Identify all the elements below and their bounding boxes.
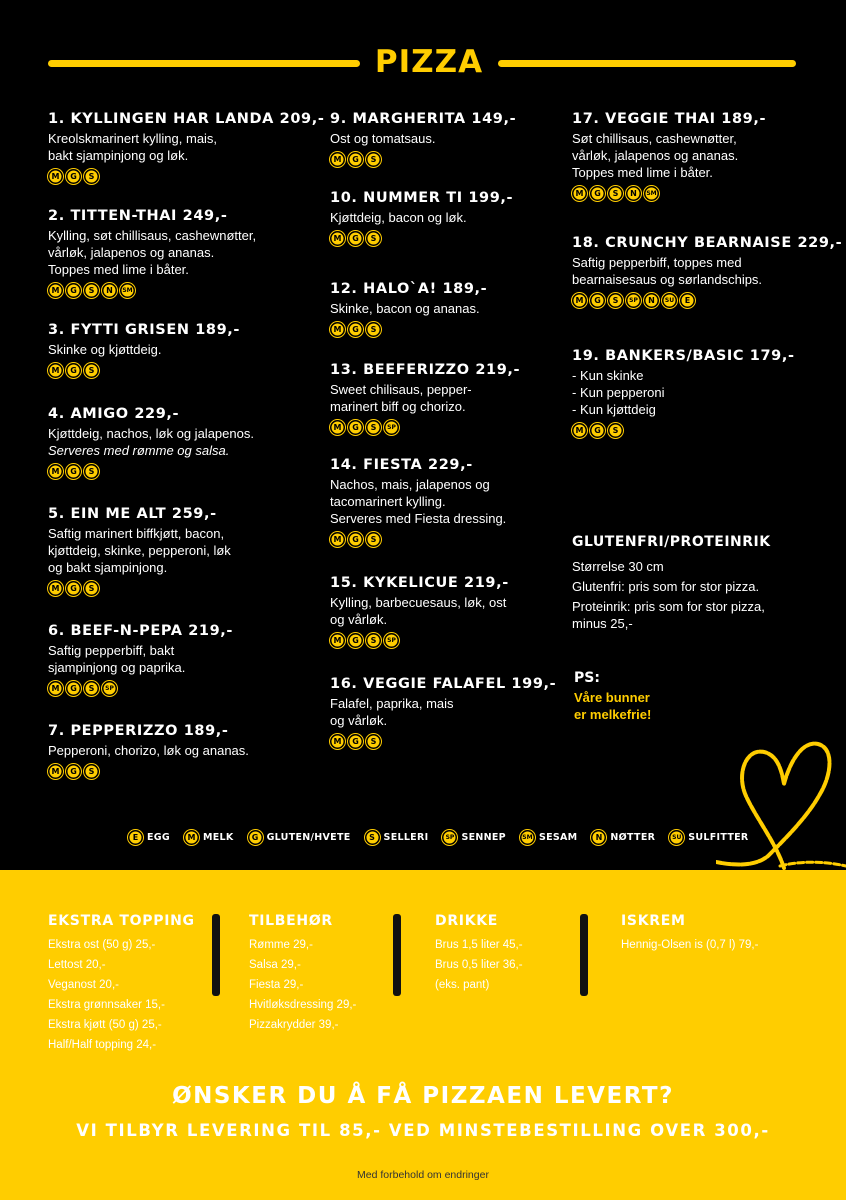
allergen-icons [48, 764, 318, 779]
allergen-notter-icon: N [102, 283, 117, 298]
pizza-description [572, 254, 822, 288]
allergen-gluten-icon: G [590, 293, 605, 308]
pizza-description [330, 381, 560, 415]
allergen-sesam-icon: SM [520, 830, 535, 845]
allergen-gluten-icon: G [348, 152, 363, 167]
pizza-description [48, 130, 318, 164]
allergen-melk-icon: M [572, 293, 587, 308]
allergen-icons [572, 423, 822, 438]
allergen-melk-icon: M [48, 764, 63, 779]
pizza-description [48, 425, 318, 459]
pizza-description [48, 341, 318, 358]
legend-item [248, 830, 351, 845]
allergen-gluten-icon: G [348, 322, 363, 337]
allergen-melk-icon: M [572, 423, 587, 438]
pizza-name: 18. CRUNCHY BEARNAISE 229,- [572, 235, 843, 251]
legend-item [669, 830, 748, 845]
pizza-description [572, 130, 822, 181]
allergen-selleri-icon: S [366, 532, 381, 547]
pizza-description-line: Saftig pepperbiff, toppes med [572, 255, 742, 270]
pizza-description-line: og bakt sjampinjong. [48, 560, 168, 575]
pizza-description-line: Saftig marinert biffkjøtt, bacon, [48, 526, 225, 541]
brush-divider [580, 914, 588, 996]
extras-item: Salsa 29,- [249, 959, 301, 971]
pizza-description-line: vårløk, jalapenos og ananas. [572, 148, 739, 163]
allergen-sesam-icon: SM [120, 283, 135, 298]
pizza-description [330, 209, 560, 226]
pizza-description [330, 130, 560, 147]
pizza-description-line: - Kun kjøttdeig [572, 402, 656, 417]
allergen-legend [128, 830, 749, 845]
pizza-name: 5. EIN ME ALT 259,- [48, 506, 217, 522]
allergen-sulfitter-icon: SU [669, 830, 684, 845]
pizza-name: 7. PEPPERIZZO 189,- [48, 723, 229, 739]
extras-item: Fiesta 29,- [249, 979, 304, 991]
allergen-gluten-icon: G [348, 633, 363, 648]
pizza-description-line: Toppes med lime i båter. [48, 262, 189, 277]
pizza-description [48, 742, 318, 759]
pizza-name: 15. KYKELICUE 219,- [330, 575, 509, 591]
allergen-icons [330, 734, 560, 749]
allergen-icons [48, 169, 318, 184]
allergen-melk-icon: M [330, 420, 345, 435]
allergen-gluten-icon: G [348, 231, 363, 246]
allergen-egg-icon: E [680, 293, 695, 308]
extras-item: Half/Half topping 24,- [48, 1039, 157, 1051]
legend-item [184, 830, 234, 845]
legend-item [442, 830, 506, 845]
legend-label: SULFITTER [688, 832, 749, 843]
allergen-selleri-icon: S [84, 681, 99, 696]
pizza-item [330, 360, 560, 435]
allergen-melk-icon: M [48, 169, 63, 184]
pizza-name: 1. KYLLINGEN HAR LANDA 209,- [48, 111, 325, 127]
allergen-icons [48, 464, 318, 479]
pizza-description-line: Skinke, bacon og ananas. [330, 301, 480, 316]
extras-heading: EKSTRA TOPPING [48, 913, 195, 929]
pizza-item [48, 721, 318, 779]
pizza-item [330, 279, 560, 337]
pizza-description-line: bearnaisesaus og sørlandschips. [572, 272, 763, 287]
pizza-description-line: Kjøttdeig, bacon og løk. [330, 210, 467, 225]
pizza-description-line: - Kun skinke [572, 368, 644, 383]
pizza-description-line: sjampinjong og paprika. [48, 660, 186, 675]
ps-line: Våre bunner [574, 690, 650, 705]
allergen-icons [330, 322, 560, 337]
pizza-description-line: Søt chillisaus, cashewnøtter, [572, 131, 737, 146]
extras-item: Hennig-Olsen is (0,7 l) 79,- [621, 939, 759, 951]
pizza-item [572, 109, 822, 201]
ps-line: er melkefrie! [574, 707, 652, 722]
delivery-subline: VI TILBYR LEVERING TIL 85,- VED MINSTEBESTILLING OVER 300,- [76, 1121, 770, 1140]
pizza-description [48, 227, 318, 278]
glutenfri-info [572, 558, 822, 635]
pizza-description-line: Ost og tomatsaus. [330, 131, 436, 146]
glutenfri-line: minus 25,- [572, 616, 633, 631]
ps-text [574, 689, 651, 723]
allergen-icons [330, 231, 560, 246]
allergen-selleri-icon: S [84, 764, 99, 779]
pizza-description-line: Serveres med Fiesta dressing. [330, 511, 507, 526]
allergen-gluten-icon: G [66, 464, 81, 479]
pizza-description-line: - Kun pepperoni [572, 385, 665, 400]
extras-column-topping [48, 913, 195, 1055]
footer-note: Med forbehold om endringer [357, 1169, 489, 1181]
allergen-icons [572, 293, 822, 308]
pizza-description [572, 367, 822, 418]
extras-list [249, 935, 356, 1035]
allergen-sennep-icon: SP [102, 681, 117, 696]
allergen-gluten-icon: G [248, 830, 263, 845]
extras-item: Brus 1,5 liter 45,- [435, 939, 523, 951]
pizza-name: 3. FYTTI GRISEN 189,- [48, 322, 240, 338]
legend-item [591, 830, 655, 845]
allergen-melk-icon: M [330, 633, 345, 648]
allergen-selleri-icon: S [608, 423, 623, 438]
allergen-icons [572, 186, 822, 201]
pizza-description-line: Toppes med lime i båter. [572, 165, 713, 180]
legend-label: NØTTER [610, 832, 656, 843]
allergen-sennep-icon: SP [384, 420, 399, 435]
pizza-description-line: Saftig pepperbiff, bakt [48, 643, 175, 658]
pizza-description-line: tacomarinert kylling. [330, 494, 446, 509]
pizza-item [572, 346, 822, 438]
pizza-description-line: kjøttdeig, skinke, pepperoni, løk [48, 543, 231, 558]
extras-item: Lettost 20,- [48, 959, 106, 971]
allergen-gluten-icon: G [66, 283, 81, 298]
pizza-description-line: Nachos, mais, jalapenos og [330, 477, 490, 492]
pizza-name: 9. MARGHERITA 149,- [330, 111, 517, 127]
extras-list [435, 935, 523, 995]
pizza-name: 10. NUMMER TI 199,- [330, 190, 514, 206]
glutenfri-title: GLUTENFRI/PROTEINRIK [572, 534, 771, 550]
pizza-item [572, 233, 843, 308]
pizza-description-line: Kylling, søt chillisaus, cashewnøtter, [48, 228, 257, 243]
extras-heading: DRIKKE [435, 913, 499, 929]
pizza-description-line: bakt sjampinjong og løk. [48, 148, 189, 163]
pizza-description-line: Kjøttdeig, nachos, løk og jalapenos. [48, 426, 254, 441]
extras-item: Ekstra kjøtt (50 g) 25,- [48, 1019, 162, 1031]
allergen-melk-icon: M [330, 532, 345, 547]
brush-divider [212, 914, 220, 996]
heart-logo-icon [716, 728, 846, 870]
legend-label: MELK [203, 832, 234, 843]
allergen-selleri-icon: S [84, 283, 99, 298]
allergen-selleri-icon: S [84, 464, 99, 479]
delivery-headline: ØNSKER DU Å FÅ PIZZAEN LEVERT? [172, 1083, 674, 1109]
allergen-selleri-icon: S [608, 293, 623, 308]
legend-item [520, 830, 577, 845]
extras-item: (eks. pant) [435, 979, 490, 991]
pizza-name: 19. BANKERS/BASIC 179,- [572, 348, 795, 364]
allergen-selleri-icon: S [366, 420, 381, 435]
allergen-icons [330, 420, 560, 435]
extras-item: Ekstra grønnsaker 15,- [48, 999, 165, 1011]
allergen-selleri-icon: S [365, 830, 380, 845]
allergen-sennep-icon: SP [626, 293, 641, 308]
extras-item: Hvitløksdressing 29,- [249, 999, 357, 1011]
allergen-sennep-icon: SP [384, 633, 399, 648]
allergen-melk-icon: M [48, 681, 63, 696]
header-line-right [498, 60, 796, 67]
glutenfri-line: Glutenfri: pris som for stor pizza. [572, 579, 760, 594]
allergen-selleri-icon: S [366, 231, 381, 246]
extras-list [621, 935, 758, 955]
page-title: PIZZA [374, 44, 484, 80]
legend-item [128, 830, 170, 845]
allergen-selleri-icon: S [84, 581, 99, 596]
pizza-item [330, 674, 560, 749]
allergen-selleri-icon: S [366, 633, 381, 648]
allergen-gluten-icon: G [66, 169, 81, 184]
extras-column-iskrem [621, 913, 758, 955]
legend-label: SENNEP [461, 832, 506, 843]
allergen-selleri-icon: S [366, 152, 381, 167]
allergen-sulfitter-icon: SU [662, 293, 677, 308]
legend-label: GLUTEN/HVETE [266, 832, 351, 843]
extras-column-drikke [435, 913, 523, 995]
allergen-melk-icon: M [184, 830, 199, 845]
allergen-selleri-icon: S [84, 169, 99, 184]
pizza-description [330, 594, 560, 628]
allergen-melk-icon: M [48, 581, 63, 596]
header-line-left [48, 60, 360, 67]
extras-heading: ISKREM [621, 913, 686, 929]
pizza-description-line: Kreolskmarinert kylling, mais, [48, 131, 218, 146]
allergen-notter-icon: N [644, 293, 659, 308]
pizza-item [330, 188, 560, 246]
allergen-gluten-icon: G [66, 764, 81, 779]
allergen-icons [330, 532, 560, 547]
pizza-item [48, 504, 318, 596]
allergen-icons [48, 363, 318, 378]
pizza-name: 17. VEGGIE THAI 189,- [572, 111, 767, 127]
allergen-melk-icon: M [330, 152, 345, 167]
extras-item: Pizzakrydder 39,- [249, 1019, 339, 1031]
pizza-item [48, 404, 318, 479]
legend-label: SESAM [538, 832, 578, 843]
pizza-name: 16. VEGGIE FALAFEL 199,- [330, 676, 557, 692]
pizza-item [48, 109, 325, 184]
extras-item: Rømme 29,- [249, 939, 313, 951]
pizza-item [330, 109, 560, 167]
allergen-gluten-icon: G [590, 186, 605, 201]
pizza-description-line: Sweet chilisaus, pepper- [330, 382, 472, 397]
allergen-selleri-icon: S [366, 734, 381, 749]
pizza-description-line: Falafel, paprika, mais [330, 696, 454, 711]
allergen-gluten-icon: G [66, 681, 81, 696]
allergen-notter-icon: N [626, 186, 641, 201]
allergen-melk-icon: M [330, 734, 345, 749]
allergen-gluten-icon: G [66, 581, 81, 596]
allergen-selleri-icon: S [84, 363, 99, 378]
pizza-description-line: Pepperoni, chorizo, løk og ananas. [48, 743, 249, 758]
pizza-name: 2. TITTEN-THAI 249,- [48, 208, 228, 224]
pizza-item [48, 206, 318, 298]
allergen-selleri-icon: S [608, 186, 623, 201]
pizza-name: 4. AMIGO 229,- [48, 406, 180, 422]
allergen-egg-icon: E [128, 830, 143, 845]
pizza-description-line: og vårløk. [330, 713, 388, 728]
extras-column-tilbehor [249, 913, 356, 1035]
allergen-icons [330, 152, 560, 167]
pizza-description-line: Kylling, barbecuesaus, løk, ost [330, 595, 507, 610]
allergen-melk-icon: M [572, 186, 587, 201]
allergen-notter-icon: N [591, 830, 606, 845]
pizza-description [330, 476, 560, 527]
glutenfri-line: Størrelse 30 cm [572, 559, 664, 574]
pizza-description [330, 300, 560, 317]
glutenfri-line: Proteinrik: pris som for stor pizza, [572, 599, 765, 614]
allergen-gluten-icon: G [348, 532, 363, 547]
allergen-melk-icon: M [330, 322, 345, 337]
allergen-icons [48, 581, 318, 596]
extras-list [48, 935, 195, 1055]
extras-heading: TILBEHØR [249, 913, 333, 929]
ps-title: PS: [574, 670, 600, 686]
pizza-description-line: vårløk, jalapenos og ananas. [48, 245, 215, 260]
pizza-item [48, 320, 318, 378]
pizza-name: 12. HALO`A! 189,- [330, 281, 488, 297]
extras-item: Veganost 20,- [48, 979, 119, 991]
extras-item: Brus 0,5 liter 36,- [435, 959, 523, 971]
legend-label: SELLERI [383, 832, 429, 843]
allergen-icons [48, 681, 318, 696]
legend-label: EGG [147, 832, 170, 843]
pizza-description-line: og vårløk. [330, 612, 388, 627]
pizza-description [48, 642, 318, 676]
pizza-name: 13. BEEFERIZZO 219,- [330, 362, 521, 378]
allergen-melk-icon: M [48, 283, 63, 298]
allergen-icons [48, 283, 318, 298]
allergen-melk-icon: M [48, 363, 63, 378]
allergen-gluten-icon: G [590, 423, 605, 438]
allergen-icons [330, 633, 560, 648]
brush-divider [393, 914, 401, 996]
allergen-melk-icon: M [330, 231, 345, 246]
pizza-description-line: Skinke og kjøttdeig. [48, 342, 162, 357]
allergen-sennep-icon: SP [442, 830, 457, 845]
allergen-gluten-icon: G [348, 734, 363, 749]
pizza-description [48, 525, 318, 576]
pizza-name: 14. FIESTA 229,- [330, 457, 473, 473]
allergen-gluten-icon: G [348, 420, 363, 435]
pizza-name: 6. BEEF-N-PEPA 219,- [48, 623, 234, 639]
pizza-description [330, 695, 560, 729]
pizza-serving-note: Serveres med rømme og salsa. [48, 443, 230, 458]
pizza-item [48, 621, 318, 696]
allergen-selleri-icon: S [366, 322, 381, 337]
allergen-gluten-icon: G [66, 363, 81, 378]
extras-item: Ekstra ost (50 g) 25,- [48, 939, 156, 951]
allergen-sesam-icon: SM [644, 186, 659, 201]
pizza-description-line: marinert biff og chorizo. [330, 399, 466, 414]
pizza-item [330, 455, 560, 547]
legend-item [365, 830, 429, 845]
allergen-melk-icon: M [48, 464, 63, 479]
pizza-item [330, 573, 560, 648]
